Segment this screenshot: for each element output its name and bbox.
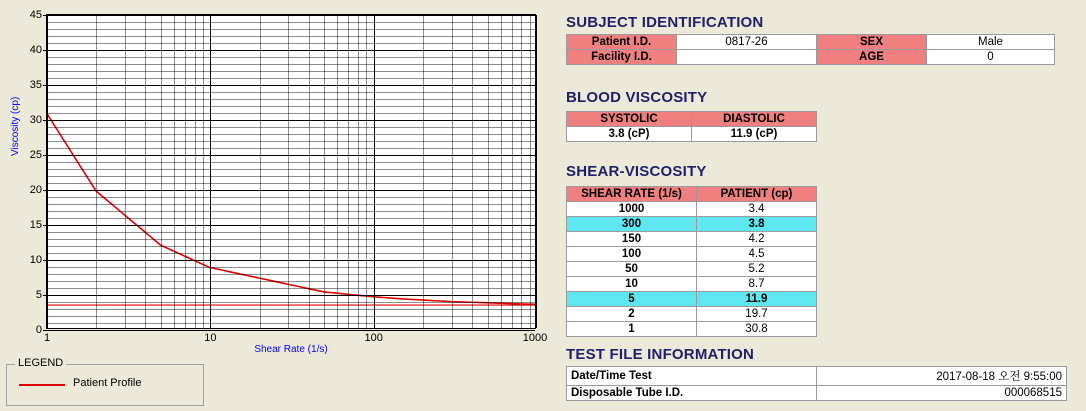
chart-x-tick-label: 100 (364, 332, 383, 344)
chart-x-tick-label: 1 (43, 332, 51, 344)
chart-gridline-h (47, 274, 535, 275)
table-row (567, 292, 817, 307)
chart-gridline-h (47, 141, 535, 142)
chart-y-tick-label: 30 (29, 114, 42, 126)
table-row (567, 112, 817, 127)
subject-identification-title: SUBJECT IDENTIFICATION (566, 14, 764, 31)
table-row (567, 202, 817, 217)
table-row (567, 262, 817, 277)
patient-viscosity-cell: 19.7 (697, 307, 817, 322)
chart-gridline-h (47, 316, 535, 317)
series-patient-profile (47, 114, 535, 305)
age-label: AGE (817, 50, 927, 65)
chart-gridline-h (47, 57, 535, 58)
chart-gridline-h (47, 162, 535, 163)
shear-rate-cell: 5 (567, 292, 697, 307)
chart-y-tick-mark (43, 85, 47, 86)
chart-y-tick-mark (43, 225, 47, 226)
chart-y-axis-label: Viscosity (cp) (10, 96, 21, 156)
chart-gridline-v (452, 15, 453, 328)
datetime-test-value: 2017-08-18 오전 9:55:00 (817, 367, 1067, 386)
chart-gridline-v (195, 15, 196, 328)
chart-gridline-h (47, 36, 535, 37)
chart-y-tick-label: 25 (29, 149, 42, 161)
chart-gridline-v (512, 15, 513, 328)
chart-gridline-v (260, 15, 261, 328)
table-row (567, 50, 1055, 65)
chart-gridline-v (161, 15, 162, 328)
chart-gridline-v (472, 15, 473, 328)
table-row (567, 247, 817, 262)
chart-y-tick-mark (43, 330, 47, 331)
chart-y-tick-label: 0 (35, 324, 42, 336)
chart-gridline-h (47, 78, 535, 79)
datetime-test-label: Date/Time Test (567, 367, 817, 386)
legend-title: LEGEND (15, 357, 66, 369)
chart-gridline-h (47, 288, 535, 289)
chart-y-tick-label: 45 (29, 9, 42, 21)
chart-gridline-h (47, 183, 535, 184)
chart-x-tick-label: 10 (204, 332, 217, 344)
table-row (567, 217, 817, 232)
chart-gridline-h (47, 176, 535, 177)
shear-viscosity-title: SHEAR-VISCOSITY (566, 163, 707, 180)
chart-gridline-v (530, 15, 531, 328)
diastolic-header: DIASTOLIC (692, 112, 817, 127)
chart-gridline-v (203, 15, 204, 328)
chart-y-tick-label: 35 (29, 79, 42, 91)
chart-gridline-h (47, 295, 535, 296)
sex-label: SEX (817, 35, 927, 50)
patient-viscosity-cell: 3.4 (697, 202, 817, 217)
chart-gridline-h (47, 15, 535, 16)
chart-gridline-h (47, 120, 535, 121)
chart-gridline-h (47, 190, 535, 191)
shear-rate-cell: 150 (567, 232, 697, 247)
chart-gridline-h (47, 127, 535, 128)
legend-swatch-patient-profile (19, 384, 65, 386)
chart-gridline-h (47, 218, 535, 219)
chart-y-tick-mark (43, 190, 47, 191)
chart-y-tick-mark (43, 15, 47, 16)
chart-gridline-h (47, 169, 535, 170)
chart-gridline-v (96, 15, 97, 328)
shear-rate-header: SHEAR RATE (1/s) (567, 187, 697, 202)
facility-id-value (677, 50, 817, 65)
chart-gridline-h (47, 260, 535, 261)
chart-gridline-h (47, 50, 535, 51)
chart-gridline-h (47, 134, 535, 135)
chart-gridline-h (47, 85, 535, 86)
chart-gridline-h (47, 330, 535, 331)
shear-rate-cell: 300 (567, 217, 697, 232)
chart-gridline-h (47, 64, 535, 65)
chart-y-tick-label: 10 (29, 254, 42, 266)
shear-rate-cell: 1000 (567, 202, 697, 217)
chart-gridline-h (47, 232, 535, 233)
chart-gridline-h (47, 29, 535, 30)
chart-gridline-h (47, 267, 535, 268)
chart-gridline-h (47, 211, 535, 212)
chart-gridline-v (324, 15, 325, 328)
patient-viscosity-cell: 11.9 (697, 292, 817, 307)
table-row (567, 127, 817, 142)
chart-y-tick-mark (43, 295, 47, 296)
chart-gridline-v (47, 15, 48, 328)
chart-y-tick-label: 5 (35, 289, 42, 301)
chart-gridline-h (47, 246, 535, 247)
chart-x-tick-label: 1000 (522, 332, 548, 344)
chart-y-tick-label: 40 (29, 44, 42, 56)
chart-gridline-h (47, 309, 535, 310)
table-header-row (567, 187, 817, 202)
table-row (567, 322, 817, 337)
chart-y-tick-mark (43, 260, 47, 261)
chart-gridline-v (488, 15, 489, 328)
age-value: 0 (927, 50, 1055, 65)
facility-id-label: Facility I.D. (567, 50, 677, 65)
chart-gridline-v (210, 15, 211, 328)
chart-gridline-v (536, 15, 537, 328)
disposable-tube-id-value: 000068515 (817, 386, 1067, 401)
chart-gridline-v (521, 15, 522, 328)
table-row (567, 386, 1067, 401)
chart-gridline-h (47, 113, 535, 114)
chart-gridline-v (348, 15, 349, 328)
chart-legend (6, 357, 204, 406)
chart-gridline-v (309, 15, 310, 328)
shear-rate-cell: 1 (567, 322, 697, 337)
chart-gridline-h (47, 71, 535, 72)
chart-x-axis-label: Shear Rate (1/s) (254, 344, 328, 355)
shear-rate-cell: 50 (567, 262, 697, 277)
patient-id-label: Patient I.D. (567, 35, 677, 50)
disposable-tube-id-label: Disposable Tube I.D. (567, 386, 817, 401)
chart-gridline-v (358, 15, 359, 328)
chart-gridline-h (47, 92, 535, 93)
chart-y-tick-mark (43, 50, 47, 51)
patient-viscosity-cell: 30.8 (697, 322, 817, 337)
shear-viscosity-table (566, 186, 817, 337)
chart-gridline-h (47, 106, 535, 107)
data-panel (566, 0, 1086, 411)
chart-gridline-h (47, 148, 535, 149)
patient-viscosity-cell: 8.7 (697, 277, 817, 292)
chart-gridline-v (423, 15, 424, 328)
chart-y-tick-label: 20 (29, 184, 42, 196)
chart-plot-wrapper (8, 6, 548, 361)
patient-viscosity-cell: 4.2 (697, 232, 817, 247)
blood-viscosity-table (566, 111, 817, 142)
chart-gridline-h (47, 155, 535, 156)
chart-y-tick-label: 15 (29, 219, 42, 231)
chart-gridline-v (366, 15, 367, 328)
shear-rate-cell: 100 (567, 247, 697, 262)
patient-viscosity-cell: 3.8 (697, 217, 817, 232)
chart-gridline-v (145, 15, 146, 328)
shear-rate-cell: 2 (567, 307, 697, 322)
systolic-header: SYSTOLIC (567, 112, 692, 127)
chart-plot-area (29, 9, 548, 344)
systolic-value: 3.8 (cP) (567, 127, 692, 142)
diastolic-value: 11.9 (cP) (692, 127, 817, 142)
subject-identification-table (566, 34, 1055, 65)
chart-gridline-h (47, 197, 535, 198)
chart-gridline-h (47, 302, 535, 303)
test-file-information-table (566, 366, 1067, 401)
chart-gridline-v (337, 15, 338, 328)
chart-gridline-h (47, 225, 535, 226)
table-row (567, 277, 817, 292)
test-file-information-title: TEST FILE INFORMATION (566, 346, 755, 363)
patient-id-value: 0817-26 (677, 35, 817, 50)
chart-gridline-h (47, 253, 535, 254)
patient-viscosity-cell: 4.5 (697, 247, 817, 262)
chart-gridline-v (174, 15, 175, 328)
table-row (567, 35, 1055, 50)
patient-viscosity-cell: 5.2 (697, 262, 817, 277)
chart-gridline-v (185, 15, 186, 328)
shear-rate-cell: 10 (567, 277, 697, 292)
table-row (567, 367, 1067, 386)
chart-gridline-h (47, 281, 535, 282)
legend-label-patient-profile: Patient Profile (73, 377, 142, 389)
chart-gridline-h (47, 99, 535, 100)
chart-gridline-v (374, 15, 375, 328)
chart-y-tick-mark (43, 155, 47, 156)
chart-y-tick-mark (43, 120, 47, 121)
table-row (567, 232, 817, 247)
patient-value-header: PATIENT (cp) (697, 187, 817, 202)
chart-gridline-h (47, 43, 535, 44)
chart-gridline-v (501, 15, 502, 328)
chart-gridline-h (47, 323, 535, 324)
chart-gridline-v (288, 15, 289, 328)
chart-gridline-h (47, 204, 535, 205)
chart-gridline-h (47, 239, 535, 240)
sex-value: Male (927, 35, 1055, 50)
table-row (567, 307, 817, 322)
chart-gridline-v (125, 15, 126, 328)
chart-gridline-h (47, 22, 535, 23)
blood-viscosity-title: BLOOD VISCOSITY (566, 89, 708, 106)
